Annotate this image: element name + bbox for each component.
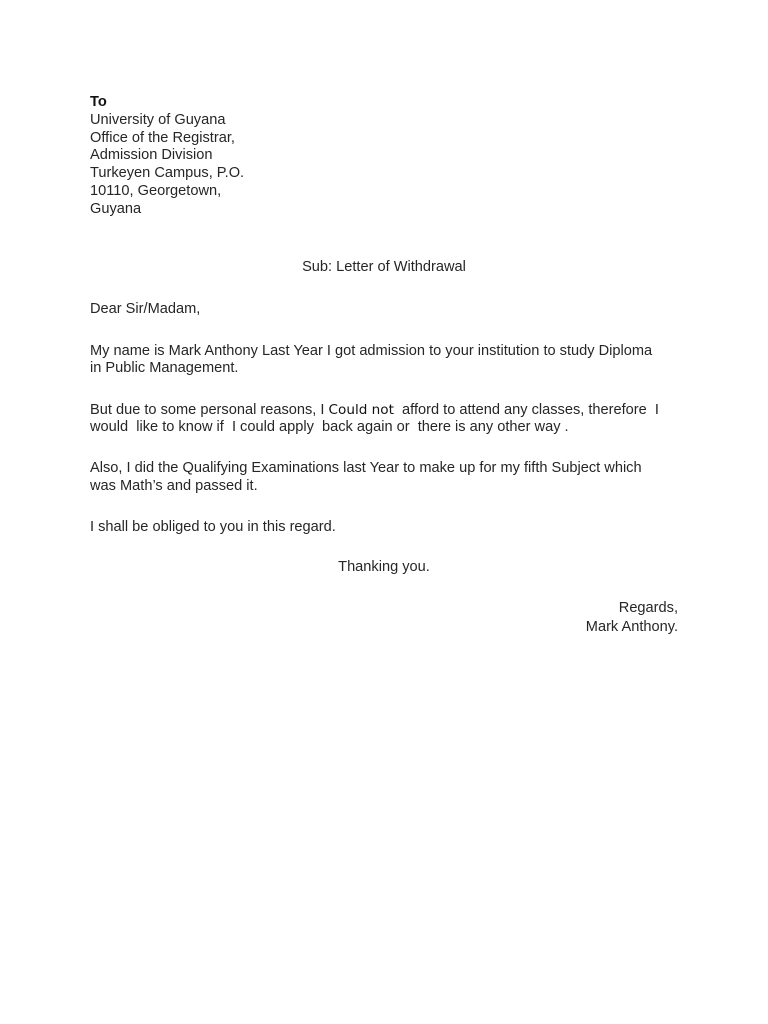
paragraph-2-emphasis: Could not [328,402,394,418]
body-paragraph-4: I shall be obliged to you in this regard. [90,519,336,535]
address-line-office: Office of the Registrar, [90,130,235,146]
paragraph-2-line-1 [90,401,659,419]
subject-line: Sub: Letter of Withdrawal [302,259,466,275]
address-to: To [90,94,107,110]
paragraph-3-line-2: was Math’s and passed it. [90,478,258,494]
paragraph-2-line-2: would like to know if I could apply back again or there is any other way . [90,419,569,435]
address-line-campus: Turkeyen Campus, P.O. [90,165,245,181]
thanks-line: Thanking you. [338,559,430,575]
closing-regards: Regards, [618,600,678,616]
paragraph-1-line-1: My name is Mark Anthony Last Year I got admission to your institution to study Diploma [90,343,653,359]
paragraph-2-text-after: afford to attend any classes, therefore I [393,402,659,418]
sender-name: Mark Anthony. [585,619,678,635]
address-line-city: 10110, Georgetown, [90,183,222,199]
address-line-country: Guyana [90,201,142,217]
address-line-university: University of Guyana [90,112,226,128]
address-line-division: Admission Division [90,147,213,163]
paragraph-2-text-before: But due to some personal reasons, I [90,402,329,418]
paragraph-3-line-1: Also, I did the Qualifying Examinations last Year to make up for my fifth Subject which [90,460,642,476]
salutation: Dear Sir/Madam, [90,301,201,317]
paragraph-1-line-2: in Public Management. [90,360,239,376]
